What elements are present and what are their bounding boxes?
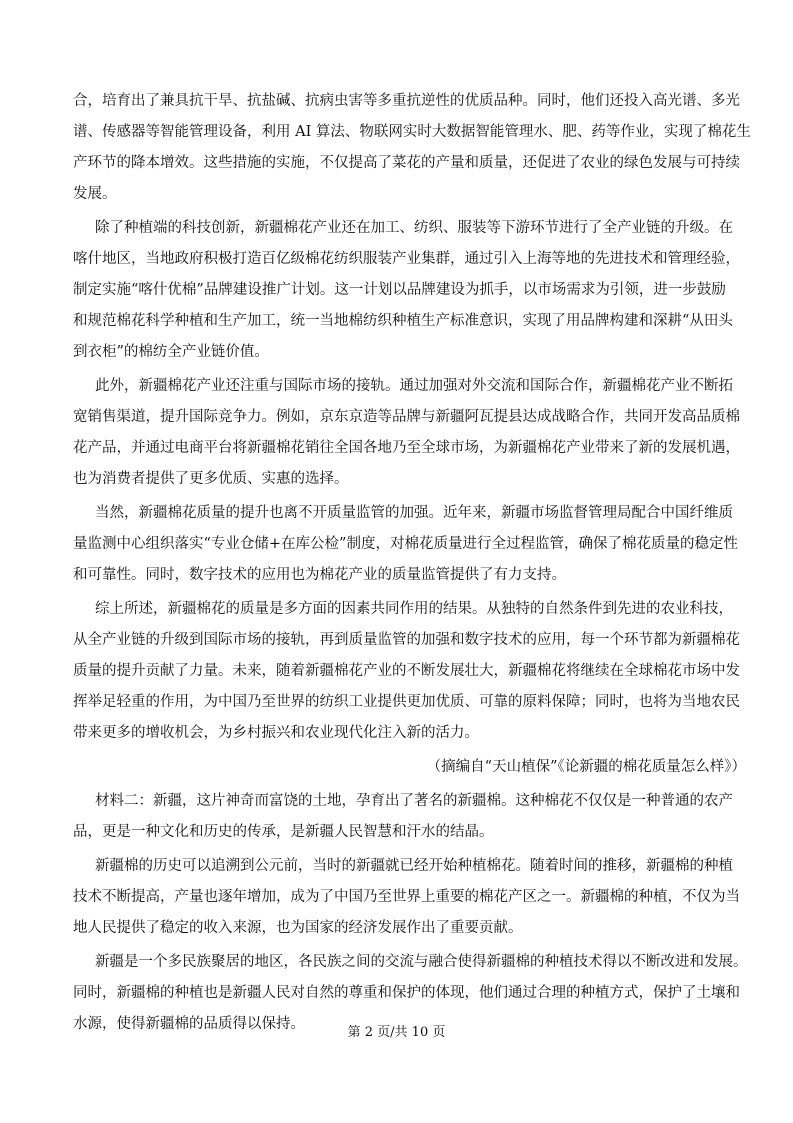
text-line-19: 质量的提升贡献了力量。未来，随着新疆棉花产业的不断发展壮大，新疆棉花将继续在全球棉花市场中发 (73, 663, 740, 679)
text-line-17: 综上所述，新疆棉花的质量是多方面的因素共同作用的结果。从独特的自然条件到先进的农业科技， (95, 601, 733, 617)
text-line-21: 带来更多的增收机会，为乡村振兴和农业现代化注入新的活力。 (73, 725, 479, 741)
text-line-1: 合，培育出了兼具抗干旱、抗盐碱、抗病虫害等多重抗逆性的优质品种。同时，他们还投入高光谱、多光 (73, 93, 740, 109)
text-line-29: 同时，新疆棉的种植也是新疆人民对自然的尊重和保护的体现，他们通过合理的种植方式，保护了土壤和 (73, 985, 740, 1001)
text-line-2: 谱、传感器等智能管理设备，利用 AI 算法、物联网实时大数据智能管理水、肥、药等作业，实现了棉花生 (73, 124, 751, 140)
text-line-12: 花产品，并通过电商平台将新疆棉花销往全国各地乃至全球市场，为新疆棉花产业带来了新的发展机遇， (73, 440, 740, 456)
text-line-24: 品，更是一种文化和历史的传承，是新疆人民智慧和汗水的结晶。 (73, 824, 494, 840)
text-line-28: 新疆是一个多民族聚居的地区，各民族之间的交流与融合使得新疆棉的种植技术得以不断改进和发展。 (95, 954, 748, 970)
text-line-7: 制定实施“喀什优棉”品牌建设推广计划。这一计划以品牌建设为抓手，以市场需求为引领，进一步鼓励 (73, 282, 726, 298)
text-line-3: 产环节的降本增效。这些措施的实施，不仅提高了菜花的产量和质量，还促进了农业的绿色发展与可持续 (73, 155, 740, 171)
text-line-15: 量监测中心组织落实“专业仓储+在库公检”制度，对棉花质量进行全过程监管，确保了棉花质量的稳定性 (73, 536, 738, 552)
text-line-18: 从全产业链的升级到国际市场的接轨，再到质量监管的加强和数字技术的应用，每一个环节都为新疆棉花 (73, 632, 740, 648)
text-line-6: 喀什地区，当地政府积极打造百亿级棉花纺织服装产业集群，通过引入上海等地的先进技术和管理经验， (73, 251, 740, 267)
text-line-11: 宽销售渠道，提升国际竞争力。例如，京东京造等品牌与新疆阿瓦提县达成战略合作，共同开发高品质棉 (73, 409, 740, 425)
text-line-23: 材料二：新疆，这片神奇而富饶的土地，孕育出了著名的新疆棉。这种棉花不仅仅是一种普通的农产 (95, 793, 733, 809)
text-line-20: 挥举足轻重的作用，为中国乃至世界的纺织工业提供更加优质、可靠的原料保障；同时，也将为当地农民 (73, 694, 740, 710)
source-citation: （摘编自“天山植保”《论新疆的棉花质量怎么样》） (426, 759, 746, 775)
text-line-27: 地人民提供了稳定的收入来源，也为国家的经济发展作出了重要贡献。 (73, 920, 523, 936)
text-line-8: 和规范棉花科学种植和生产加工，统一当地棉纺织种植生产标准意识，实现了用品牌构建和深耕“从田头 (73, 313, 733, 329)
text-line-4: 发展。 (73, 186, 117, 202)
text-line-26: 技术不断提高，产量也逐年增加，成为了中国乃至世界上重要的棉花产区之一。新疆棉的种植，不仅为当 (73, 889, 740, 905)
text-line-10: 此外，新疆棉花产业还注重与国际市场的接轨。通过加强对外交流和国际合作，新疆棉花产业不断拓 (95, 378, 733, 394)
page-number: 第 2 页/共 10 页 (347, 1025, 446, 1040)
text-line-14: 当然，新疆棉花质量的提升也离不开质量监管的加强。近年来，新疆市场监督管理局配合中国纤维质 (95, 505, 733, 521)
text-line-13: 也为消费者提供了更多优质、实惠的选择。 (73, 471, 349, 487)
text-line-30: 水源，使得新疆棉的品质得以保持。 (73, 1016, 305, 1032)
text-line-9: 到衣柜”的棉纺全产业链价值。 (73, 344, 269, 360)
text-line-5: 除了种植端的科技创新，新疆棉花产业还在加工、纺织、服装等下游环节进行了全产业链的升级。在 (95, 220, 733, 236)
text-line-16: 和可靠性。同时，数字技术的应用也为棉花产业的质量监管提供了有力支持。 (73, 567, 566, 583)
text-line-25: 新疆棉的历史可以追溯到公元前，当时的新疆就已经开始种植棉花。随着时间的推移，新疆棉的种植 (95, 858, 733, 874)
